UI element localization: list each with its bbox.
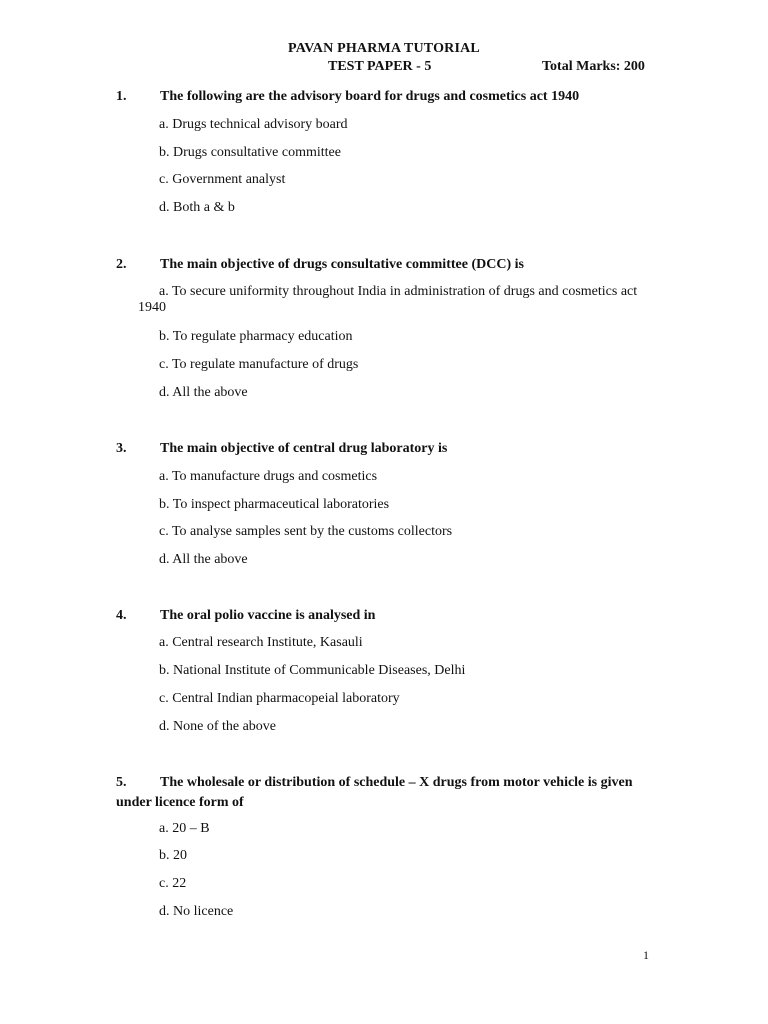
option-d: d. All the above <box>159 385 248 400</box>
option-b: b. To inspect pharmaceutical laboratories <box>159 497 390 512</box>
option-d: d. No licence <box>159 904 234 919</box>
option-a: a. To secure uniformity throughout India in administration of drugs and cosmetics act <box>159 284 638 299</box>
question-text: The main objective of central drug laboratory is <box>160 441 448 456</box>
option-d: d. All the above <box>159 552 248 567</box>
question-number: 3. <box>116 441 127 456</box>
document-title: PAVAN PHARMA TUTORIAL <box>288 41 480 56</box>
option-a: a. Drugs technical advisory board <box>159 117 348 132</box>
option-d: d. Both a & b <box>159 200 235 215</box>
question-5 <box>116 773 656 813</box>
question-4 <box>116 606 656 626</box>
option-b: b. To regulate pharmacy education <box>159 329 353 344</box>
option-a-continuation: 1940 <box>138 300 166 315</box>
question-number: 2. <box>116 257 127 272</box>
option-c: c. Government analyst <box>159 172 286 187</box>
option-c: c. Central Indian pharmacopeial laboratory <box>159 691 400 706</box>
option-a: a. Central research Institute, Kasauli <box>159 635 363 650</box>
option-b: b. 20 <box>159 848 187 863</box>
option-c: c. 22 <box>159 876 187 891</box>
question-number: 5. <box>116 775 127 790</box>
test-paper-label: TEST PAPER - 5 <box>328 59 432 74</box>
question-text: The oral polio vaccine is analysed in <box>160 608 376 623</box>
option-b: b. Drugs consultative committee <box>159 145 341 160</box>
question-1 <box>116 87 656 107</box>
question-text-continuation: under licence form of <box>116 795 244 810</box>
question-number: 1. <box>116 89 127 104</box>
question-number: 4. <box>116 608 127 623</box>
option-a: a. 20 – B <box>159 821 210 836</box>
question-text: The main objective of drugs consultative committee (DCC) is <box>160 257 524 272</box>
question-text: The following are the advisory board for drugs and cosmetics act 1940 <box>160 89 580 104</box>
option-c: c. To analyse samples sent by the customs collectors <box>159 524 453 539</box>
total-marks: Total Marks: 200 <box>542 59 645 74</box>
option-b: b. National Institute of Communicable Diseases, Delhi <box>159 663 466 678</box>
option-a: a. To manufacture drugs and cosmetics <box>159 469 378 484</box>
option-c: c. To regulate manufacture of drugs <box>159 357 359 372</box>
question-2 <box>116 255 656 275</box>
page-number: 1 <box>643 948 649 962</box>
question-3 <box>116 439 656 459</box>
option-d: d. None of the above <box>159 719 277 734</box>
question-text: The wholesale or distribution of schedule – X drugs from motor vehicle is given <box>160 775 633 790</box>
